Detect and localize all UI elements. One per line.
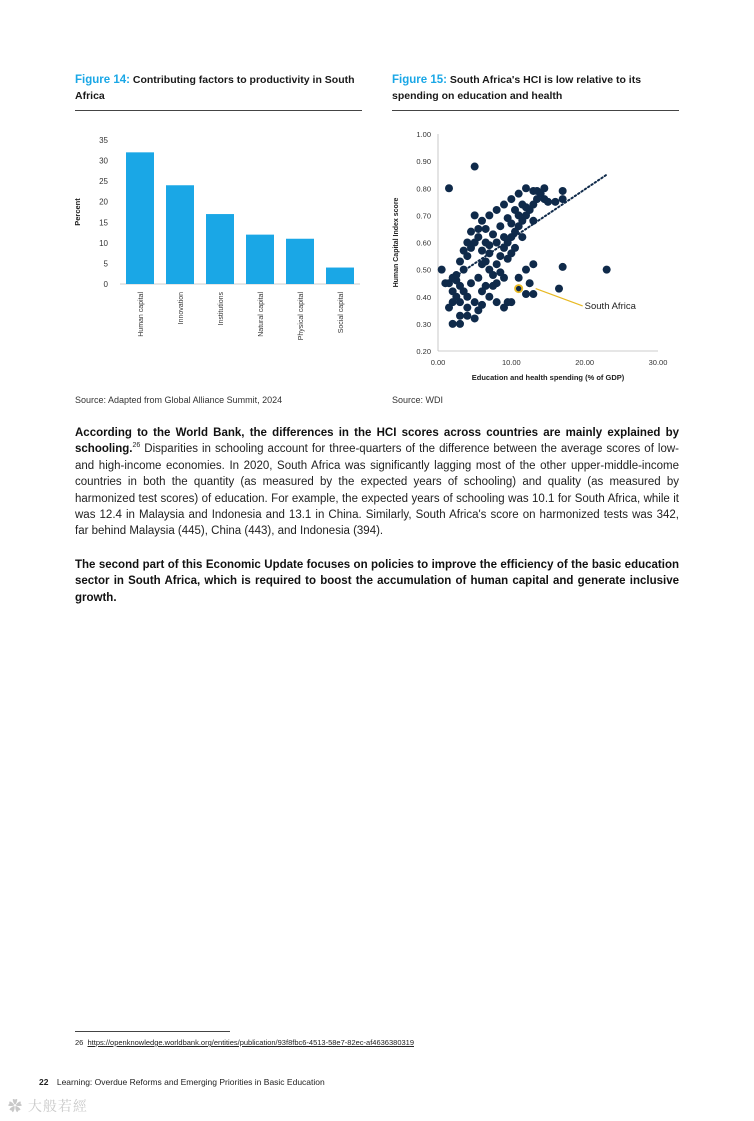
bar: [286, 239, 314, 284]
y-tick-label: 5: [103, 259, 108, 269]
data-point: [493, 298, 501, 306]
data-point: [507, 195, 515, 203]
x-tick-label: 0.00: [430, 358, 446, 367]
paragraph-second-part: [75, 557, 679, 606]
bar: [246, 235, 274, 284]
data-point: [507, 220, 515, 228]
figure-14-number: Figure 14:: [75, 74, 130, 86]
y-tick-label: 20: [99, 197, 108, 207]
x-tick-label: 20.00: [575, 358, 595, 367]
y-tick-label: 0.60: [416, 238, 431, 248]
data-point: [533, 187, 541, 195]
data-point: [515, 190, 523, 198]
figure-15-rule: [392, 110, 679, 111]
y-tick-label: 0.40: [416, 292, 431, 302]
data-point: [529, 290, 537, 298]
x-tick-label: Institutions: [218, 292, 225, 326]
y-tick-label: 0.50: [416, 265, 431, 275]
data-point: [526, 279, 534, 287]
figure-14-source: Source: Adapted from Global Alliance Summit, 2024: [75, 395, 283, 405]
x-tick-label: Human capital: [138, 292, 145, 337]
figure-14-bar-chart: [70, 128, 370, 358]
y-tick-label: 0.30: [416, 319, 431, 329]
x-tick-label: Natural capital: [258, 292, 265, 337]
data-point: [500, 233, 508, 241]
x-tick-label: Social capital: [338, 292, 345, 334]
data-point: [504, 255, 512, 263]
data-point: [493, 239, 501, 247]
paragraph-lead: According to the World Bank, the differences in the HCI scores across countries are mainly explained by schooling.: [75, 427, 679, 456]
data-point: [471, 298, 479, 306]
data-point: [463, 304, 471, 312]
running-title: Learning: Overdue Reforms and Emerging Priorities in Basic Education: [56, 1077, 325, 1087]
data-point: [478, 247, 486, 255]
y-tick-label: 0: [103, 280, 108, 289]
y-tick-label: 1.00: [416, 130, 431, 139]
south-africa-label: South Africa: [584, 300, 636, 312]
data-point: [522, 290, 530, 298]
data-point: [603, 266, 611, 274]
data-point: [496, 268, 504, 276]
data-point: [507, 298, 515, 306]
data-point: [540, 184, 548, 192]
data-point: [559, 263, 567, 271]
data-point: [511, 244, 519, 252]
data-point: [522, 266, 530, 274]
x-tick-label: 30.00: [648, 358, 668, 367]
data-point: [474, 274, 482, 282]
watermark-text: 大般若經: [27, 1098, 88, 1114]
data-point: [467, 279, 475, 287]
data-point: [456, 312, 464, 320]
data-point: [478, 217, 486, 225]
data-point: [456, 320, 464, 328]
y-tick-label: 0.90: [416, 157, 431, 167]
data-point: [438, 266, 446, 274]
figure-14-title: [75, 72, 362, 104]
data-point: [485, 293, 493, 301]
y-tick-label: 35: [99, 136, 108, 145]
y-tick-label: 0.70: [416, 211, 431, 221]
figure-14: [75, 72, 362, 104]
data-point: [463, 293, 471, 301]
figure-15-title: [392, 72, 679, 104]
data-point: [515, 211, 523, 219]
footnote-rule: [75, 1031, 230, 1032]
data-point: [496, 252, 504, 260]
bar: [126, 152, 154, 284]
paragraph-second-part-text: The second part of this Economic Update focuses on policies to improve the efficiency of the basic education sector in South Africa, which is required to boost the accumulation of human capital and generate inclusive growth.: [75, 559, 679, 604]
footnote-ref-26[interactable]: 26: [132, 442, 141, 450]
figure-15-number: Figure 15:: [392, 74, 447, 86]
footnote-number: 26: [75, 1038, 84, 1047]
data-point: [460, 247, 468, 255]
data-point: [456, 257, 464, 265]
data-point: [485, 241, 493, 249]
y-axis-label: Percent: [73, 198, 82, 226]
figure-14-rule: [75, 110, 362, 111]
data-point: [555, 285, 563, 293]
x-axis-label: Education and health spending (% of GDP): [471, 373, 625, 382]
data-point: [478, 301, 486, 309]
figure-15-scatter-chart: [388, 124, 683, 386]
paragraph-text: Disparities in schooling account for three-quarters of the difference between the average scores of low- and high-income economies. In 2020, South Africa was significantly lagging most of the other upper-middle-income countries in both the quantity (as measured by the expected years of schooling) and quality (as measured by harmonized test scores) of education. For example, the expected years of schooling was 10.1 for South Africa, while it was 12.4 in Malaysia and Indonesia and 13.1 in China. Similarly, South Africa's score on harmonized tests was 342, far behind Malaysia (445), China (443), and Indonesia (394).: [75, 443, 679, 538]
data-point: [463, 239, 471, 247]
y-tick-label: 25: [99, 177, 108, 187]
data-point: [551, 198, 559, 206]
data-point: [474, 233, 482, 241]
page-number: 22: [39, 1077, 49, 1087]
data-point: [467, 228, 475, 236]
data-point: [471, 163, 479, 171]
y-tick-label: 30: [99, 156, 108, 166]
data-point: [529, 260, 537, 268]
x-tick-label: 10.00: [501, 358, 521, 367]
y-tick-label: 10: [99, 238, 108, 248]
data-point: [522, 203, 530, 211]
y-axis-label: Human Capital Index score: [393, 197, 400, 288]
data-point: [445, 184, 453, 192]
data-point: [493, 206, 501, 214]
x-tick-label: Physical capital: [298, 292, 305, 341]
data-point: [485, 211, 493, 219]
data-point: [445, 304, 453, 312]
data-point: [482, 225, 490, 233]
bar: [166, 185, 194, 284]
data-point: [489, 282, 497, 290]
data-point: [559, 187, 567, 195]
south-africa-point: [515, 285, 522, 292]
watermark-icon: ✿: [8, 1098, 23, 1114]
paragraph-hci-schooling: [75, 425, 679, 540]
bar: [206, 214, 234, 284]
data-point: [544, 198, 552, 206]
footnote: [75, 1038, 414, 1047]
data-point: [478, 287, 486, 295]
page-footer: [39, 1077, 325, 1087]
data-point: [500, 201, 508, 209]
data-point: [456, 298, 464, 306]
data-point: [489, 271, 497, 279]
y-tick-label: 15: [99, 218, 108, 228]
y-tick-label: 0.80: [416, 184, 431, 194]
figure-15-title-text: South Africa's HCI is low relative to its spending on education and health: [392, 74, 642, 102]
data-point: [522, 184, 530, 192]
data-point: [449, 320, 457, 328]
figure-15: [392, 72, 679, 104]
data-point: [474, 225, 482, 233]
data-point: [471, 211, 479, 219]
x-tick-label: Innovation: [178, 292, 185, 325]
watermark: [8, 1096, 88, 1116]
figure-14-title-text: Contributing factors to productivity in South Africa: [75, 74, 355, 102]
data-point: [496, 222, 504, 230]
data-point: [493, 260, 501, 268]
y-tick-label: 0.20: [416, 347, 431, 356]
bar: [326, 268, 354, 284]
figure-15-source: Source: WDI: [392, 395, 444, 405]
data-point: [489, 230, 497, 238]
data-point: [515, 274, 523, 282]
footnote-link[interactable]: https://openknowledge.worldbank.org/entities/publication/93f8fbc6-4513-58e7-82ec-af4636380319: [87, 1038, 414, 1047]
data-point: [471, 314, 479, 322]
data-point: [463, 312, 471, 320]
